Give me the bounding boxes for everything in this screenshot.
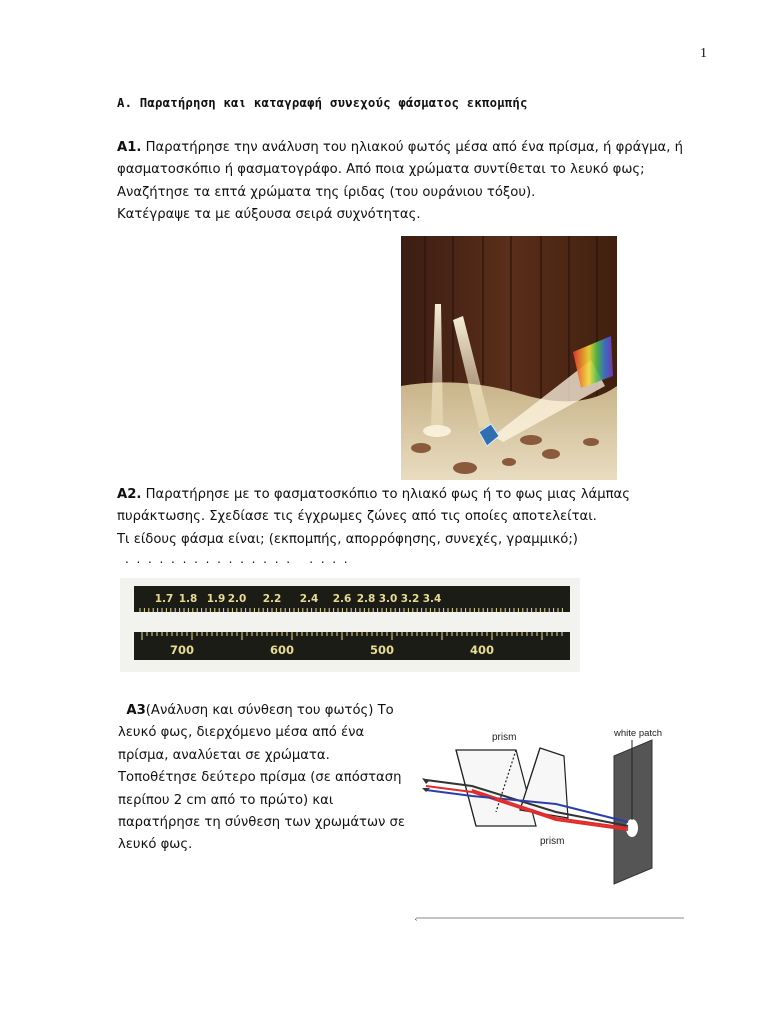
scale-bar-bottom bbox=[134, 632, 570, 660]
scale-label-top: 2.8 bbox=[356, 593, 376, 605]
a2-line-1: Παρατήρησε με το φασματοσκόπιο το ηλιακό φως ή το φως μιας λάμπας bbox=[141, 487, 630, 502]
first-prism bbox=[456, 750, 536, 826]
footer-mark: ` bbox=[414, 919, 419, 929]
scale-label-top: 3.0 bbox=[378, 593, 398, 605]
scale-label-bottom: 700 bbox=[169, 643, 195, 657]
paragraph-a2 bbox=[117, 484, 630, 551]
a2-line-2: πυράκτωσης. Σχεδίασε τις έγχρωμες ζώνες από τις οποίες αποτελείται. bbox=[117, 509, 597, 525]
scale-label-top: 1.9 bbox=[206, 593, 226, 605]
paragraph-a1 bbox=[117, 137, 683, 227]
white-screen bbox=[614, 740, 652, 884]
two-prism-diagram bbox=[416, 700, 686, 926]
prism-bottom-label: prism bbox=[540, 836, 565, 847]
scale-label-top: 2.4 bbox=[299, 593, 319, 605]
scale-label-bottom: 500 bbox=[369, 643, 395, 657]
section-heading: Α. Παρατήρηση και καταγραφή συνεχούς φάσματος εκπομπής bbox=[117, 96, 528, 110]
a1-line-4: Κατέγραψε τα με αύξουσα σειρά συχνότητας. bbox=[117, 207, 421, 223]
white-patch-label: white patch bbox=[614, 728, 663, 739]
scale-label-top: 2.0 bbox=[227, 593, 247, 605]
a1-line-1: Παρατήρησε την ανάλυση του ηλιακού φωτός μέσα από ένα πρίσμα, ή φράγμα, ή bbox=[141, 140, 683, 155]
scale-label-top: 3.2 bbox=[400, 593, 420, 605]
a2-line-3: Τι είδους φάσμα είναι; (εκπομπής, απορρόφησης, συνεχές, γραμμικό;) bbox=[117, 531, 578, 547]
a1-line-3: Αναζήτησε τα επτά χρώματα της ίριδας (του ουράνιου τόξου). bbox=[117, 184, 536, 200]
a2-label: Α2. bbox=[117, 487, 142, 502]
a3-label: Α3 bbox=[126, 703, 146, 718]
prism-rainbow-illustration bbox=[401, 236, 617, 480]
scale-label-bottom: 600 bbox=[269, 643, 295, 657]
a3-text: (Ανάλυση και σύνθεση του φωτός) Το λευκό φως, διερχόμενο μέσα από ένα πρίσμα, αναλύεται σε χρώματα. Τοποθέτησε δεύτερο πρίσμα (σε απόσταση περίπου 2 cm από το πρώτο) και παρατήρησε τη σύνθεση των χρωμάτων σε λευκό φως. bbox=[118, 703, 406, 853]
scale-label-top: 1.8 bbox=[178, 593, 198, 605]
a1-line-2: φασματοσκόπιο ή φασματογράφο. Από ποια χρώματα συντίθεται το λευκό φως; bbox=[117, 162, 645, 178]
a1-label: Α1. bbox=[117, 140, 142, 155]
scale-label-top: 3.4 bbox=[422, 593, 442, 605]
spectroscope-scale bbox=[120, 578, 580, 672]
page-number: 1 bbox=[700, 46, 707, 61]
scale-label-top: 2.6 bbox=[332, 593, 352, 605]
scale-label-top: 2.2 bbox=[262, 593, 282, 605]
scale-label-top: 1.7 bbox=[154, 593, 174, 605]
scale-bar-top bbox=[134, 586, 570, 612]
prism-top-label: prism bbox=[492, 732, 517, 743]
answer-dotted-line: ............... .... bbox=[125, 552, 356, 566]
scale-label-bottom: 400 bbox=[469, 643, 495, 657]
paragraph-a3 bbox=[118, 700, 408, 857]
